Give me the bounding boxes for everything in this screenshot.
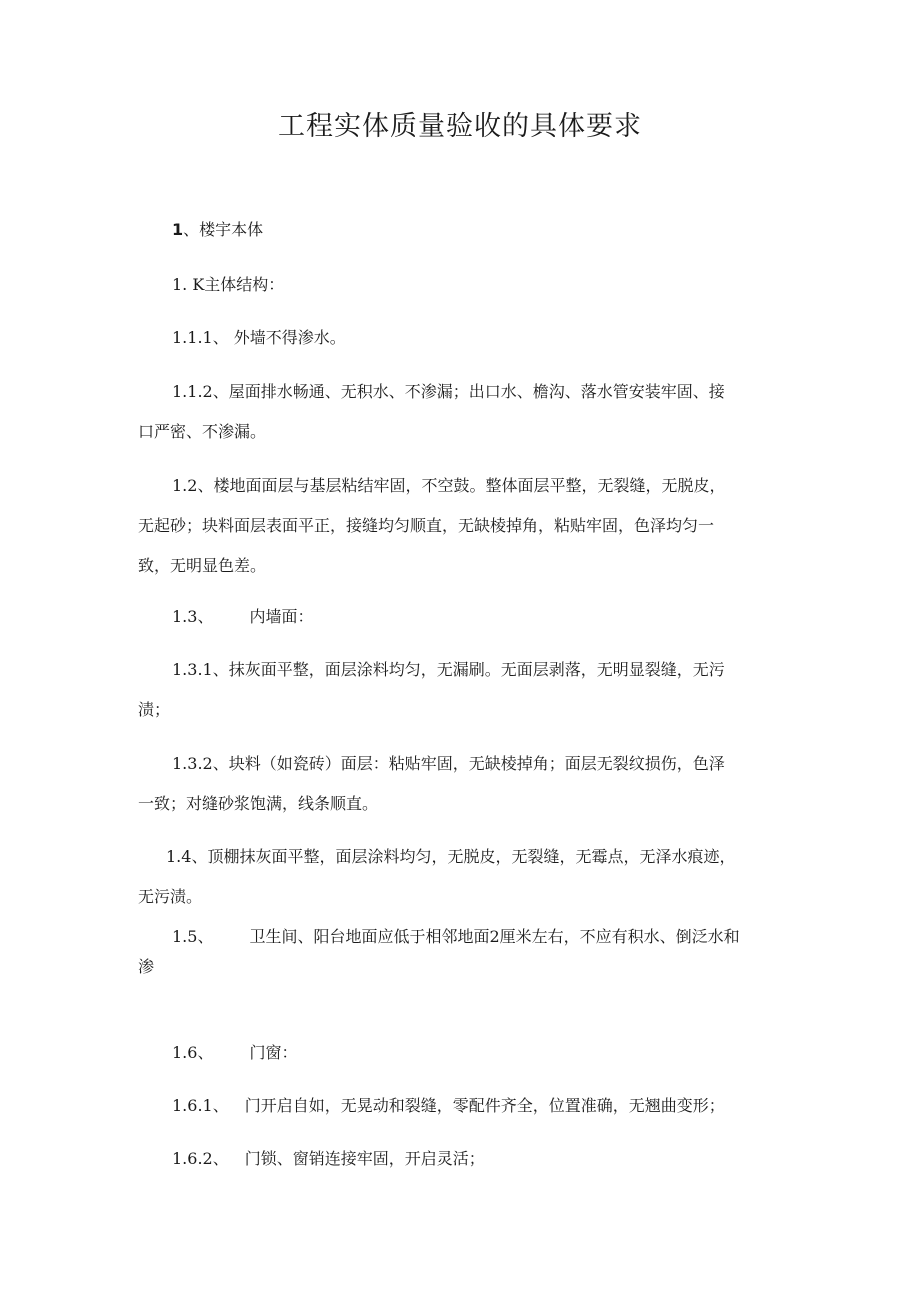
clause-1-6-1 — [138, 1086, 778, 1126]
clause-line-1 — [138, 917, 778, 957]
subsection-heading — [138, 265, 778, 305]
clause-line-1: 1.1.2、屋面排水畅通、无积水、不渗漏；出口水、檐沟、落水管安装牢固、接 — [172, 382, 725, 401]
clause-1-1-2 — [138, 372, 778, 452]
clause-1-4 — [138, 837, 778, 917]
clause-line-2: 无起砂；块料面层表面平正，接缝均匀顺直，无缺棱掉角，粘贴牢固，色泽均匀一 — [138, 516, 715, 535]
clause-line-2: 无污渍。 — [138, 887, 203, 906]
clause-1-3 — [138, 597, 778, 637]
clause-number: 1.6.2、 — [172, 1149, 229, 1168]
clause-text: 门窗： — [249, 1043, 298, 1062]
clause-line-1: 1.4、顶棚抹灰面平整，面层涂料均匀，无脱皮，无裂缝，无霉点，无泽水痕迹， — [166, 847, 736, 866]
clause-line-2: 渍； — [138, 700, 171, 719]
clause-1-6 — [138, 1033, 778, 1073]
clause-text: 门锁、窗销连接牢固，开启灵活； — [244, 1149, 485, 1168]
clause-number: 1.5、 — [172, 927, 214, 946]
clause-line-1: 1.2、楼地面面层与基层粘结牢固，不空鼓。整体面层平整，无裂缝，无脱皮， — [172, 476, 726, 495]
clause-1-3-1 — [138, 650, 778, 730]
clause-text: 卫生间、阳台地面应低于相邻地面2厘米左右，不应有积水、倒泛水和 — [249, 927, 740, 946]
clause-line-2: 口严密、不渗漏。 — [138, 422, 267, 441]
clause-line-2: 渗 — [138, 957, 155, 976]
clause-line-3: 致，无明显色差。 — [138, 556, 267, 575]
clause-text: 1.1.1、 外墙不得渗水。 — [172, 328, 346, 347]
clause-line-1: 1.3.2、块料（如瓷砖）面层：粘贴牢固，无缺棱掉角；面层无裂纹损伤，色泽 — [172, 754, 725, 773]
subsection-heading-text: 1. K主体结构： — [172, 275, 285, 294]
clause-1-2 — [138, 466, 778, 586]
clause-line-2: 一致；对缝砂浆饱满，线条顺直。 — [138, 794, 379, 813]
clause-number: 1.3、 — [172, 607, 214, 626]
section-heading-text: 、楼宇本体 — [183, 220, 264, 239]
clause-1-6-2 — [138, 1139, 778, 1179]
clause-text: 内墙面： — [249, 607, 314, 626]
clause-number: 1.6.1、 — [172, 1096, 229, 1115]
clause-line-1: 1.3.1、抹灰面平整，面层涂料均匀，无漏刷。无面层剥落，无明显裂缝，无污 — [172, 660, 725, 679]
section-number: 1 — [172, 220, 184, 239]
clause-number: 1.6、 — [172, 1043, 214, 1062]
document-title: 工程实体质量验收的具体要求 — [278, 111, 642, 142]
clause-1-5 — [138, 917, 778, 977]
clause-text: 门开启自如，无晃动和裂缝，零配件齐全，位置准确，无翘曲变形； — [244, 1096, 725, 1115]
section-heading — [138, 210, 778, 250]
clause-1-1-1 — [138, 318, 778, 358]
clause-1-3-2 — [138, 744, 778, 824]
